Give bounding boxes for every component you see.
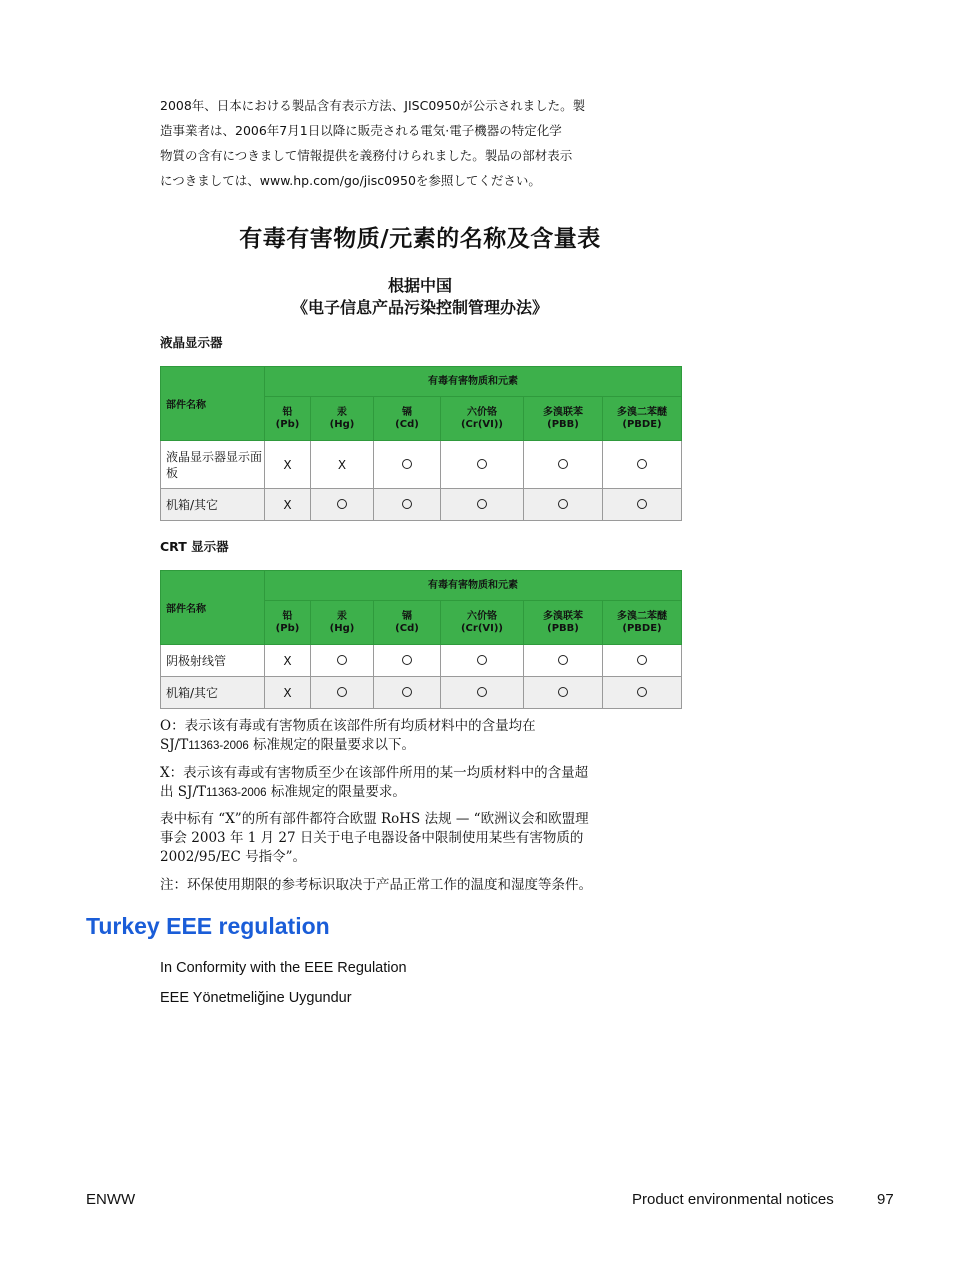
symbol-cell (524, 645, 603, 677)
circle-symbol-icon (558, 499, 568, 509)
circle-symbol-icon (558, 459, 568, 469)
footer-page-number: 97 (877, 1191, 894, 1208)
footer-left: ENWW (86, 1191, 136, 1208)
note-table-line2: 事会 2003 年 1 月 27 日关于电子电器设备中限制使用某些有害物质的 (160, 830, 584, 846)
symbol-cell (441, 441, 524, 489)
note-env (160, 876, 700, 895)
column-header-cr6: 六价铬 (Cr(VI)) (441, 397, 524, 441)
circle-symbol-icon (477, 687, 487, 697)
symbol-cell (311, 489, 374, 521)
circle-symbol-icon (558, 687, 568, 697)
note-o (160, 717, 700, 756)
circle-symbol-icon (337, 687, 347, 697)
column-header-pbde: 多溴二苯醚 (PBDE) (603, 601, 682, 645)
symbol-cell (311, 645, 374, 677)
symbol-cell (374, 645, 441, 677)
note-env-line: 注：环保使用期限的参考标识取决于产品正常工作的温度和湿度等条件。 (160, 877, 592, 893)
turkey-paragraph-1: In Conformity with the EEE Regulation (160, 960, 407, 976)
substance-table-crt (160, 570, 682, 709)
table-row (161, 677, 682, 709)
symbol-cell (603, 441, 682, 489)
circle-symbol-icon (402, 459, 412, 469)
symbol-cell (311, 677, 374, 709)
substance-group-header: 有毒有害物质和元素 (265, 367, 682, 397)
part-name: 机箱/其它 (161, 489, 265, 521)
circle-symbol-icon (637, 687, 647, 697)
note-table-line1: 表中标有 “X”的所有部件都符合欧盟 RoHS 法规 — “欧洲议会和欧盟理 (160, 811, 589, 827)
table-row (161, 645, 682, 677)
symbol-cell (524, 441, 603, 489)
circle-symbol-icon (637, 459, 647, 469)
column-header-pbde: 多溴二苯醚 (PBDE) (603, 397, 682, 441)
symbol-cell (441, 489, 524, 521)
circle-symbol-icon (477, 655, 487, 665)
symbol-cell (603, 489, 682, 521)
jp-line: 2008年、日本における製品含有表示方法、JISC0950が公示されました。製 (160, 98, 586, 113)
footer-section: Product environmental notices (632, 1191, 834, 1208)
turkey-heading: Turkey EEE regulation (86, 913, 330, 939)
symbol-cell (603, 645, 682, 677)
part-name-header: 部件名称 (161, 571, 265, 645)
substance-group-header: 有毒有害物质和元素 (265, 571, 682, 601)
circle-symbol-icon (402, 655, 412, 665)
note-table-line3: 2002/95/EC 号指令”。 (160, 849, 307, 865)
circle-symbol-icon (402, 687, 412, 697)
circle-symbol-icon (637, 655, 647, 665)
symbol-cell: X (311, 441, 374, 489)
section-label-lcd: 液晶显示器 (160, 335, 223, 350)
table-row (161, 489, 682, 521)
turkey-paragraph-2: EEE Yönetmeliğine Uygundur (160, 990, 352, 1006)
note-o-line1: O：表示该有毒或有害物质在该部件所有均质材料中的含量均在 (160, 718, 536, 734)
circle-symbol-icon (337, 499, 347, 509)
jp-paragraph (160, 93, 630, 193)
cn-subtitle-1: 根据中国 (387, 276, 452, 295)
note-o-line2: SJ/T11363-2006 标准规定的限量要求以下。 (160, 737, 416, 753)
symbol-cell: X (265, 441, 311, 489)
circle-symbol-icon (558, 655, 568, 665)
cn-subtitle-2: 《电子信息产品污染控制管理办法》 (291, 298, 548, 317)
jp-line: につきましては、www.hp.com/go/jisc0950を参照してください。 (160, 173, 541, 188)
circle-symbol-icon (337, 655, 347, 665)
circle-symbol-icon (477, 499, 487, 509)
symbol-cell (374, 489, 441, 521)
column-header-pbb: 多溴联苯 (PBB) (524, 397, 603, 441)
symbol-cell: X (265, 645, 311, 677)
column-header-pb: 铅 (Pb) (265, 601, 311, 645)
table-row (161, 441, 682, 489)
substance-table-lcd (160, 366, 682, 521)
circle-symbol-icon (637, 499, 647, 509)
symbol-cell (603, 677, 682, 709)
column-header-pb: 铅 (Pb) (265, 397, 311, 441)
symbol-cell (524, 489, 603, 521)
cn-title: 有毒有害物质/元素的名称及含量表 (239, 226, 601, 252)
symbol-cell (524, 677, 603, 709)
part-name: 液晶显示器显示面板 (161, 441, 265, 489)
symbol-cell: X (265, 489, 311, 521)
part-name-header: 部件名称 (161, 367, 265, 441)
symbol-cell: X (265, 677, 311, 709)
symbol-cell (441, 677, 524, 709)
symbol-cell (441, 645, 524, 677)
circle-symbol-icon (477, 459, 487, 469)
column-header-cd: 镉 (Cd) (374, 397, 441, 441)
note-x-line1: X：表示该有毒或有害物质至少在该部件所用的某一均质材料中的含量超 (160, 765, 589, 781)
jp-line: 造事業者は、2006年7月1日以降に販売される電気·電子機器の特定化学 (160, 123, 562, 138)
note-x-line2: 出 SJ/T11363-2006 标准规定的限量要求。 (160, 784, 406, 800)
section-label-crt: CRT 显示器 (160, 539, 229, 554)
jp-line: 物質の含有につきまして情報提供を義務付けられました。製品の部材表示 (160, 148, 573, 163)
note-x (160, 764, 700, 803)
note-table (160, 810, 700, 867)
symbol-cell (374, 677, 441, 709)
symbol-cell (374, 441, 441, 489)
column-header-cr6: 六价铬 (Cr(VI)) (441, 601, 524, 645)
part-name: 阴极射线管 (161, 645, 265, 677)
column-header-pbb: 多溴联苯 (PBB) (524, 601, 603, 645)
circle-symbol-icon (402, 499, 412, 509)
column-header-hg: 汞 (Hg) (311, 601, 374, 645)
column-header-cd: 镉 (Cd) (374, 601, 441, 645)
column-header-hg: 汞 (Hg) (311, 397, 374, 441)
part-name: 机箱/其它 (161, 677, 265, 709)
